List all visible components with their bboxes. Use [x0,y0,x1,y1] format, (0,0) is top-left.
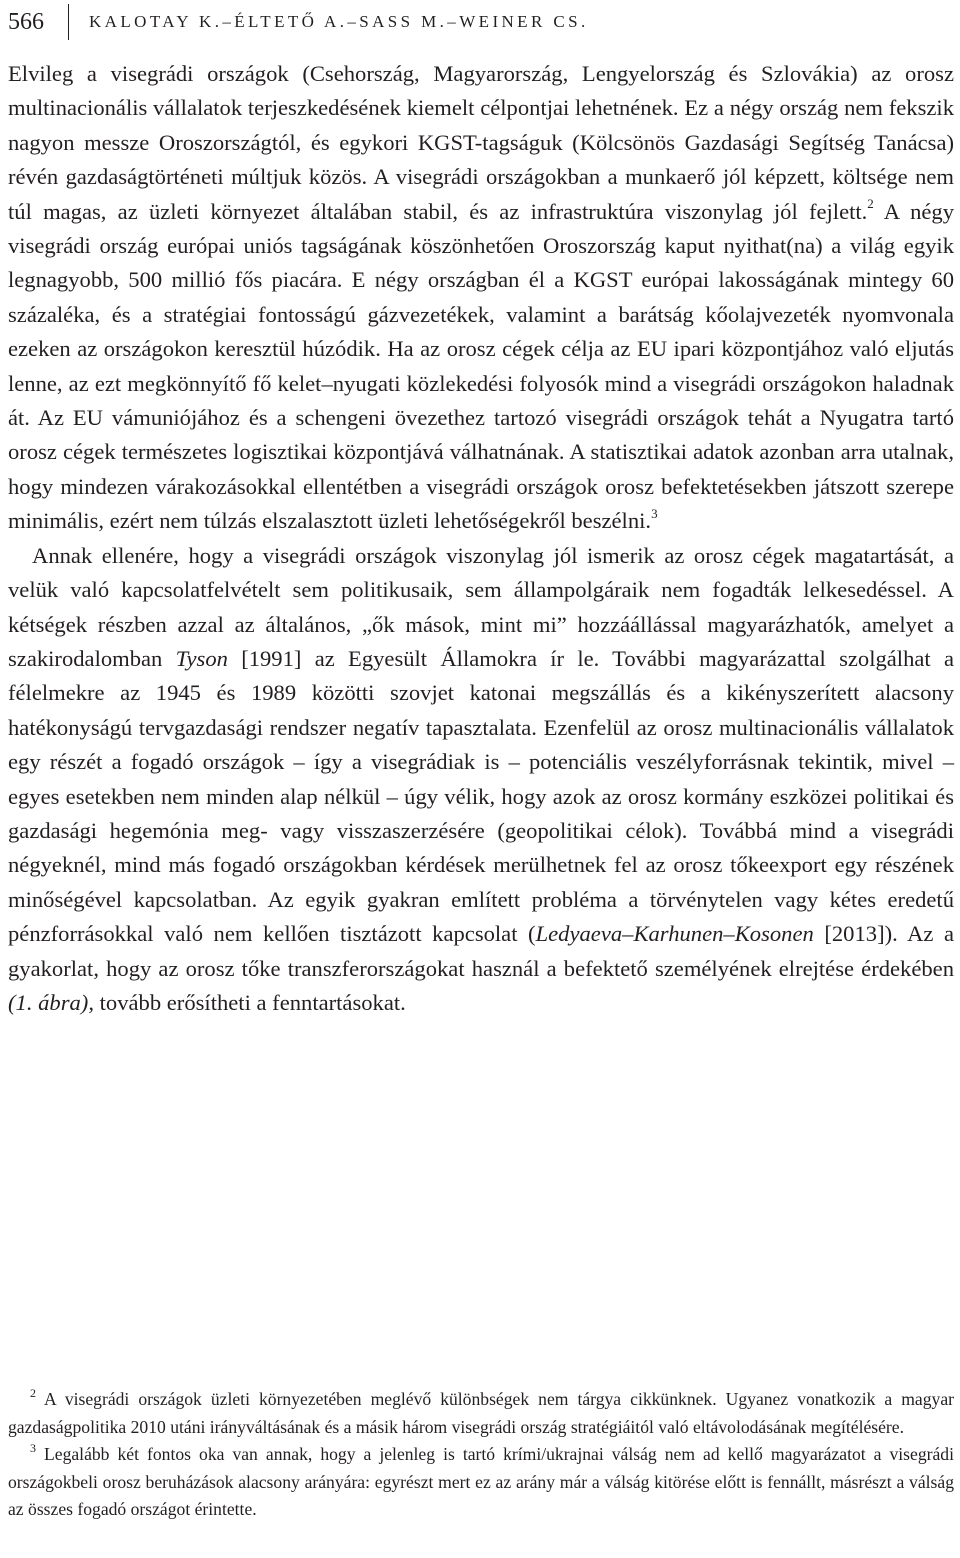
paragraph-text: A négy visegrádi ország európai uniós tagságának köszönhetően Oroszország kaput nyithat(na) a világ egyik legnagyobb, 500 millió fős piacára. E négy országban él a KGST európai lakosságának mintegy 60 százaléka, és a stratégiai fontosságú gázvezetékek, valamint a barátság kőolajvezeték nyomvonala ezeken az országokon keresztül húzódik. Ha az orosz cégek célja az EU ipari központjához való eljutás lenne, az ezt megkönnyítő fő kelet–nyugati közlekedési folyosók mind a visegrádi országokon haladnak át. Az EU vámuniójához és a schengeni övezethez tartozó visegrádi országok tehát a Nyugatra tartó orosz cégek természetes logisztikai központjává válhatnának. A statisztikai adatok azonban arra utalnak, hogy mindezen várakozásokkal ellentétben a visegrádi országok orosz befektetésekben játszott szerepe minimális, ezért nem túlzás elszalasztott üzleti lehetőségekről beszélni. [8,198,954,534]
body-text [8,57,954,1020]
footnote-2 [8,1386,954,1441]
running-head [8,2,589,42]
paragraph-text: [1991] az Egyesült Államokra ír le. További magyarázattal szolgálhat a félelmekre az 1945 és 1989 közötti szovjet katonai megszállás és a kikényszerített alacsony hatékonyságú tervgazdasági rendszer negatív tapasztalata. Ezenfelül az orosz multinacionális vállalatok egy részét a fogadó országok – így a visegrádiak is – potenciális veszélyforrásnak tekintik, mivel – egyes esetekben nem minden alap nélkül – úgy vélik, hogy azok az orosz kormány eszközei politikai és gazdasági hegemónia meg- vagy visszaszerzésére (geopolitikai célok). Továbbá mind a visegrádi négyeknél, mind más fogadó országokban kérdések merülhetnek fel az orosz tőkeexport egy részének minőségével kapcsolatban. Az egyik gyakran említett probléma a törvénytelen vagy kétes eredetű pénzforrásokkal való nem kellően tisztázott kapcsolat ( [8,645,954,947]
paragraph-text: tovább erősítheti a fenntartásokat. [93,989,406,1015]
paragraph-2 [8,539,954,1021]
header-divider [68,4,69,40]
paragraph-text: [2013]). Az a gyakorlat, hogy az orosz tőke transzferországokat használ a befektető személyének elrejtése érdekében [8,921,954,981]
running-head-authors: KALOTAY K.–ÉLTETŐ A.–SASS M.–WEINER CS. [89,12,589,31]
footnote-text: Legalább két fontos oka van annak, hogy a jelenleg is tartó krími/ukrajnai válság nem ad kellő magyarázatot a visegrádi országokbeli orosz beruházások alacsony arányára: egyrészt mert ez az arány már a válság kitörése előtt is fennállt, másrészt a válság az összes fogadó országot érintette. [8,1444,954,1520]
journal-page [8,0,954,1558]
footnote-ref-2: 2 [867,196,874,212]
citation-author: Ledyaeva–Karhunen–Kosonen [535,921,814,947]
footnote-marker: 2 [30,1386,36,1401]
footnote-text: A visegrádi országok üzleti környezetében meglévő különbségek nem tárgya cikkünknek. Ugyanez vonatkozik a magyar gazdaságpolitika 2010 utáni irányváltásának és a másik három visegrádi ország stratégiáitól való eltávolodásának megítélésére. [8,1389,954,1437]
citation-author: Tyson [175,645,228,671]
footnotes [8,1386,954,1524]
paragraph-text: Annak ellenére, hogy a visegrádi országok viszonylag jól ismerik az orosz cégek magatartását, a velük való kapcsolatfelvételt sem politikusaik, sem állampolgáraik nem fogadták lelkesedéssel. A kétségek részben azzal az általános, „ők mások, mint mi” hozzáállással magyarázhatók, amelyet a szakirodalomban [8,542,954,671]
footnote-ref-3: 3 [651,505,658,521]
page-number: 566 [8,8,44,35]
paragraph-text: Elvileg a visegrádi országok (Csehország, Magyarország, Lengyelország és Szlovákia) az orosz multinacionális vállalatok terjeszkedésének kiemelt célpontjai lehetnének. Ez a négy ország nem fekszik nagyon messze Oroszországtól, és egykori KGST-tagságuk (Kölcsönös Gazdasági Segítség Tanácsa) révén gazdaságtörténeti múltjuk közös. A visegrádi országokban a munkaerő jól képzett, költsége nem túl magas, az üzleti környezet általában stabil, és az infrastruktúra viszonylag jól fejlett. [8,61,954,224]
footnote-marker: 3 [30,1441,36,1456]
figure-reference: (1. ábra), [8,989,94,1015]
footnote-3 [8,1441,954,1524]
paragraph-1 [8,57,954,539]
